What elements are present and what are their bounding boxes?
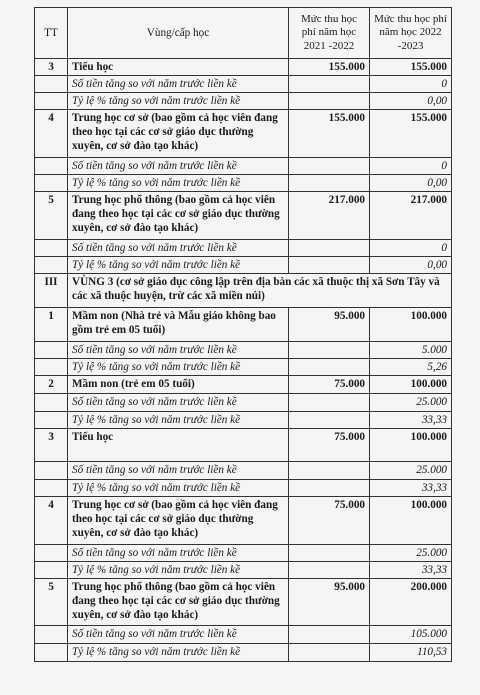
table-row [35, 59, 452, 76]
fee-empty [289, 480, 370, 497]
fee-2022: 100.000 [370, 308, 452, 342]
increase-value: 5,26 [370, 359, 452, 376]
fee-empty [289, 626, 370, 644]
increase-label: Tỷ lệ % tăng so với năm trước liền kề [68, 257, 289, 274]
table-row [35, 429, 452, 462]
table-subrow [35, 359, 452, 376]
table-subrow [35, 462, 452, 480]
table-row [35, 110, 452, 158]
fee-empty [289, 359, 370, 376]
increase-label: Số tiền tăng so với năm trước liền kề [68, 76, 289, 93]
table-subrow [35, 644, 452, 662]
fee-empty [289, 240, 370, 257]
fee-empty [289, 412, 370, 429]
row-number-empty [35, 342, 68, 359]
row-number-empty [35, 626, 68, 644]
table-row [35, 497, 452, 545]
fee-2021: 95.000 [289, 308, 370, 342]
row-number-empty [35, 158, 68, 175]
increase-value: 33,33 [370, 412, 452, 429]
table-subrow [35, 93, 452, 110]
education-level: Trung học cơ sở (bao gồm cả học viên đang theo học tại các cơ sở giáo dục thường xuyên, cơ sở đào tạo khác) [68, 497, 289, 545]
increase-label: Tỷ lệ % tăng so với năm trước liền kề [68, 359, 289, 376]
row-number-empty [35, 545, 68, 562]
table-row [35, 192, 452, 240]
increase-value: 33,33 [370, 562, 452, 579]
table-subrow [35, 545, 452, 562]
table-subrow [35, 480, 452, 497]
fee-empty [289, 175, 370, 192]
fee-empty [289, 545, 370, 562]
row-number-empty [35, 76, 68, 93]
education-level: Trung học phổ thông (bao gồm cả học viên đang theo học tại các cơ sở giáo dục thường xuyên, cơ sở đào tạo khác) [68, 192, 289, 240]
fee-2021: 155.000 [289, 59, 370, 76]
fee-empty [289, 462, 370, 480]
fee-empty [289, 644, 370, 662]
fee-empty [289, 342, 370, 359]
table-subrow [35, 342, 452, 359]
increase-value: 25.000 [370, 394, 452, 412]
fee-empty [289, 394, 370, 412]
row-number: 5 [35, 192, 68, 240]
education-level: Trung học cơ sở (bao gồm cả học viên đang theo học tại các cơ sở giáo dục thường xuyên, cơ sở đào tạo khác) [68, 110, 289, 158]
row-number: 4 [35, 497, 68, 545]
fee-2022: 100.000 [370, 497, 452, 545]
table-subrow [35, 158, 452, 175]
row-number-empty [35, 257, 68, 274]
table-subrow [35, 240, 452, 257]
increase-value: 5.000 [370, 342, 452, 359]
increase-label: Số tiền tăng so với năm trước liền kề [68, 240, 289, 257]
row-number: III [35, 274, 68, 308]
increase-value: 0,00 [370, 175, 452, 192]
increase-label: Số tiền tăng so với năm trước liền kề [68, 462, 289, 480]
increase-label: Tỷ lệ % tăng so với năm trước liền kề [68, 175, 289, 192]
increase-label: Tỷ lệ % tăng so với năm trước liền kề [68, 562, 289, 579]
header-fee-2022: Mức thu học phí năm học 2022 -2023 [370, 8, 452, 59]
fee-2021: 155.000 [289, 110, 370, 158]
fee-2022: 200.000 [370, 579, 452, 626]
fee-empty [289, 257, 370, 274]
fee-empty [289, 158, 370, 175]
row-number-empty [35, 644, 68, 662]
table-subrow [35, 626, 452, 644]
increase-value: 33,33 [370, 480, 452, 497]
fee-2022: 155.000 [370, 59, 452, 76]
fee-2021: 75.000 [289, 429, 370, 462]
increase-value: 25.000 [370, 462, 452, 480]
increase-label: Tỷ lệ % tăng so với năm trước liền kề [68, 93, 289, 110]
education-level: Mầm non (Nhà trẻ và Mẫu giáo không bao gồm trẻ em 05 tuổi) [68, 308, 289, 342]
fee-2022: 100.000 [370, 429, 452, 462]
table-row [35, 308, 452, 342]
row-number-empty [35, 480, 68, 497]
increase-label: Số tiền tăng so với năm trước liền kề [68, 158, 289, 175]
increase-label: Tỷ lệ % tăng so với năm trước liền kề [68, 644, 289, 662]
table-subrow [35, 412, 452, 429]
increase-value: 0,00 [370, 93, 452, 110]
table-subrow [35, 175, 452, 192]
fee-2021: 75.000 [289, 376, 370, 394]
row-number-empty [35, 175, 68, 192]
fee-empty [289, 76, 370, 93]
tuition-fee-table [34, 7, 452, 662]
row-number: 5 [35, 579, 68, 626]
row-number-empty [35, 394, 68, 412]
row-number: 2 [35, 376, 68, 394]
increase-value: 0,00 [370, 257, 452, 274]
increase-label: Số tiền tăng so với năm trước liền kề [68, 394, 289, 412]
increase-value: 0 [370, 158, 452, 175]
education-level: Tiểu học [68, 59, 289, 76]
table-row [35, 376, 452, 394]
header-fee-2021: Mức thu học phí năm học 2021 -2022 [289, 8, 370, 59]
increase-label: Số tiền tăng so với năm trước liền kề [68, 545, 289, 562]
row-number: 1 [35, 308, 68, 342]
row-number-empty [35, 93, 68, 110]
increase-label: Số tiền tăng so với năm trước liền kề [68, 342, 289, 359]
fee-2021: 75.000 [289, 497, 370, 545]
fee-2021: 95.000 [289, 579, 370, 626]
header-tt: TT [35, 8, 68, 59]
row-number: 3 [35, 59, 68, 76]
fee-2021: 217.000 [289, 192, 370, 240]
fee-2022: 155.000 [370, 110, 452, 158]
increase-label: Số tiền tăng so với năm trước liền kề [68, 626, 289, 644]
increase-value: 25.000 [370, 545, 452, 562]
row-number-empty [35, 462, 68, 480]
increase-label: Tỷ lệ % tăng so với năm trước liền kề [68, 480, 289, 497]
table-subrow [35, 76, 452, 93]
row-number-empty [35, 412, 68, 429]
table-subrow [35, 562, 452, 579]
table-subrow [35, 394, 452, 412]
row-number-empty [35, 359, 68, 376]
row-number: 3 [35, 429, 68, 462]
increase-value: 0 [370, 240, 452, 257]
region-row [35, 274, 452, 308]
header-region: Vùng/cấp học [68, 8, 289, 59]
education-level: Trung học phổ thông (bao gồm cả học viên đang theo học tại các cơ sở giáo dục thường xuyên, cơ sở đào tạo khác) [68, 579, 289, 626]
increase-value: 105.000 [370, 626, 452, 644]
table-subrow [35, 257, 452, 274]
region-title: VÙNG 3 (cơ sở giáo dục công lập trên địa bàn các xã thuộc thị xã Sơn Tây và các xã thuộc huyện, trừ các xã miền núi) [68, 274, 452, 308]
increase-value: 110,53 [370, 644, 452, 662]
increase-label: Tỷ lệ % tăng so với năm trước liền kề [68, 412, 289, 429]
row-number: 4 [35, 110, 68, 158]
fee-2022: 100.000 [370, 376, 452, 394]
table-body [35, 59, 452, 662]
fee-2022: 217.000 [370, 192, 452, 240]
fee-empty [289, 562, 370, 579]
increase-value: 0 [370, 76, 452, 93]
fee-empty [289, 93, 370, 110]
table-row [35, 579, 452, 626]
education-level: Tiểu học [68, 429, 289, 462]
row-number-empty [35, 562, 68, 579]
table-header-row [35, 8, 452, 59]
education-level: Mầm non (trẻ em 05 tuổi) [68, 376, 289, 394]
row-number-empty [35, 240, 68, 257]
